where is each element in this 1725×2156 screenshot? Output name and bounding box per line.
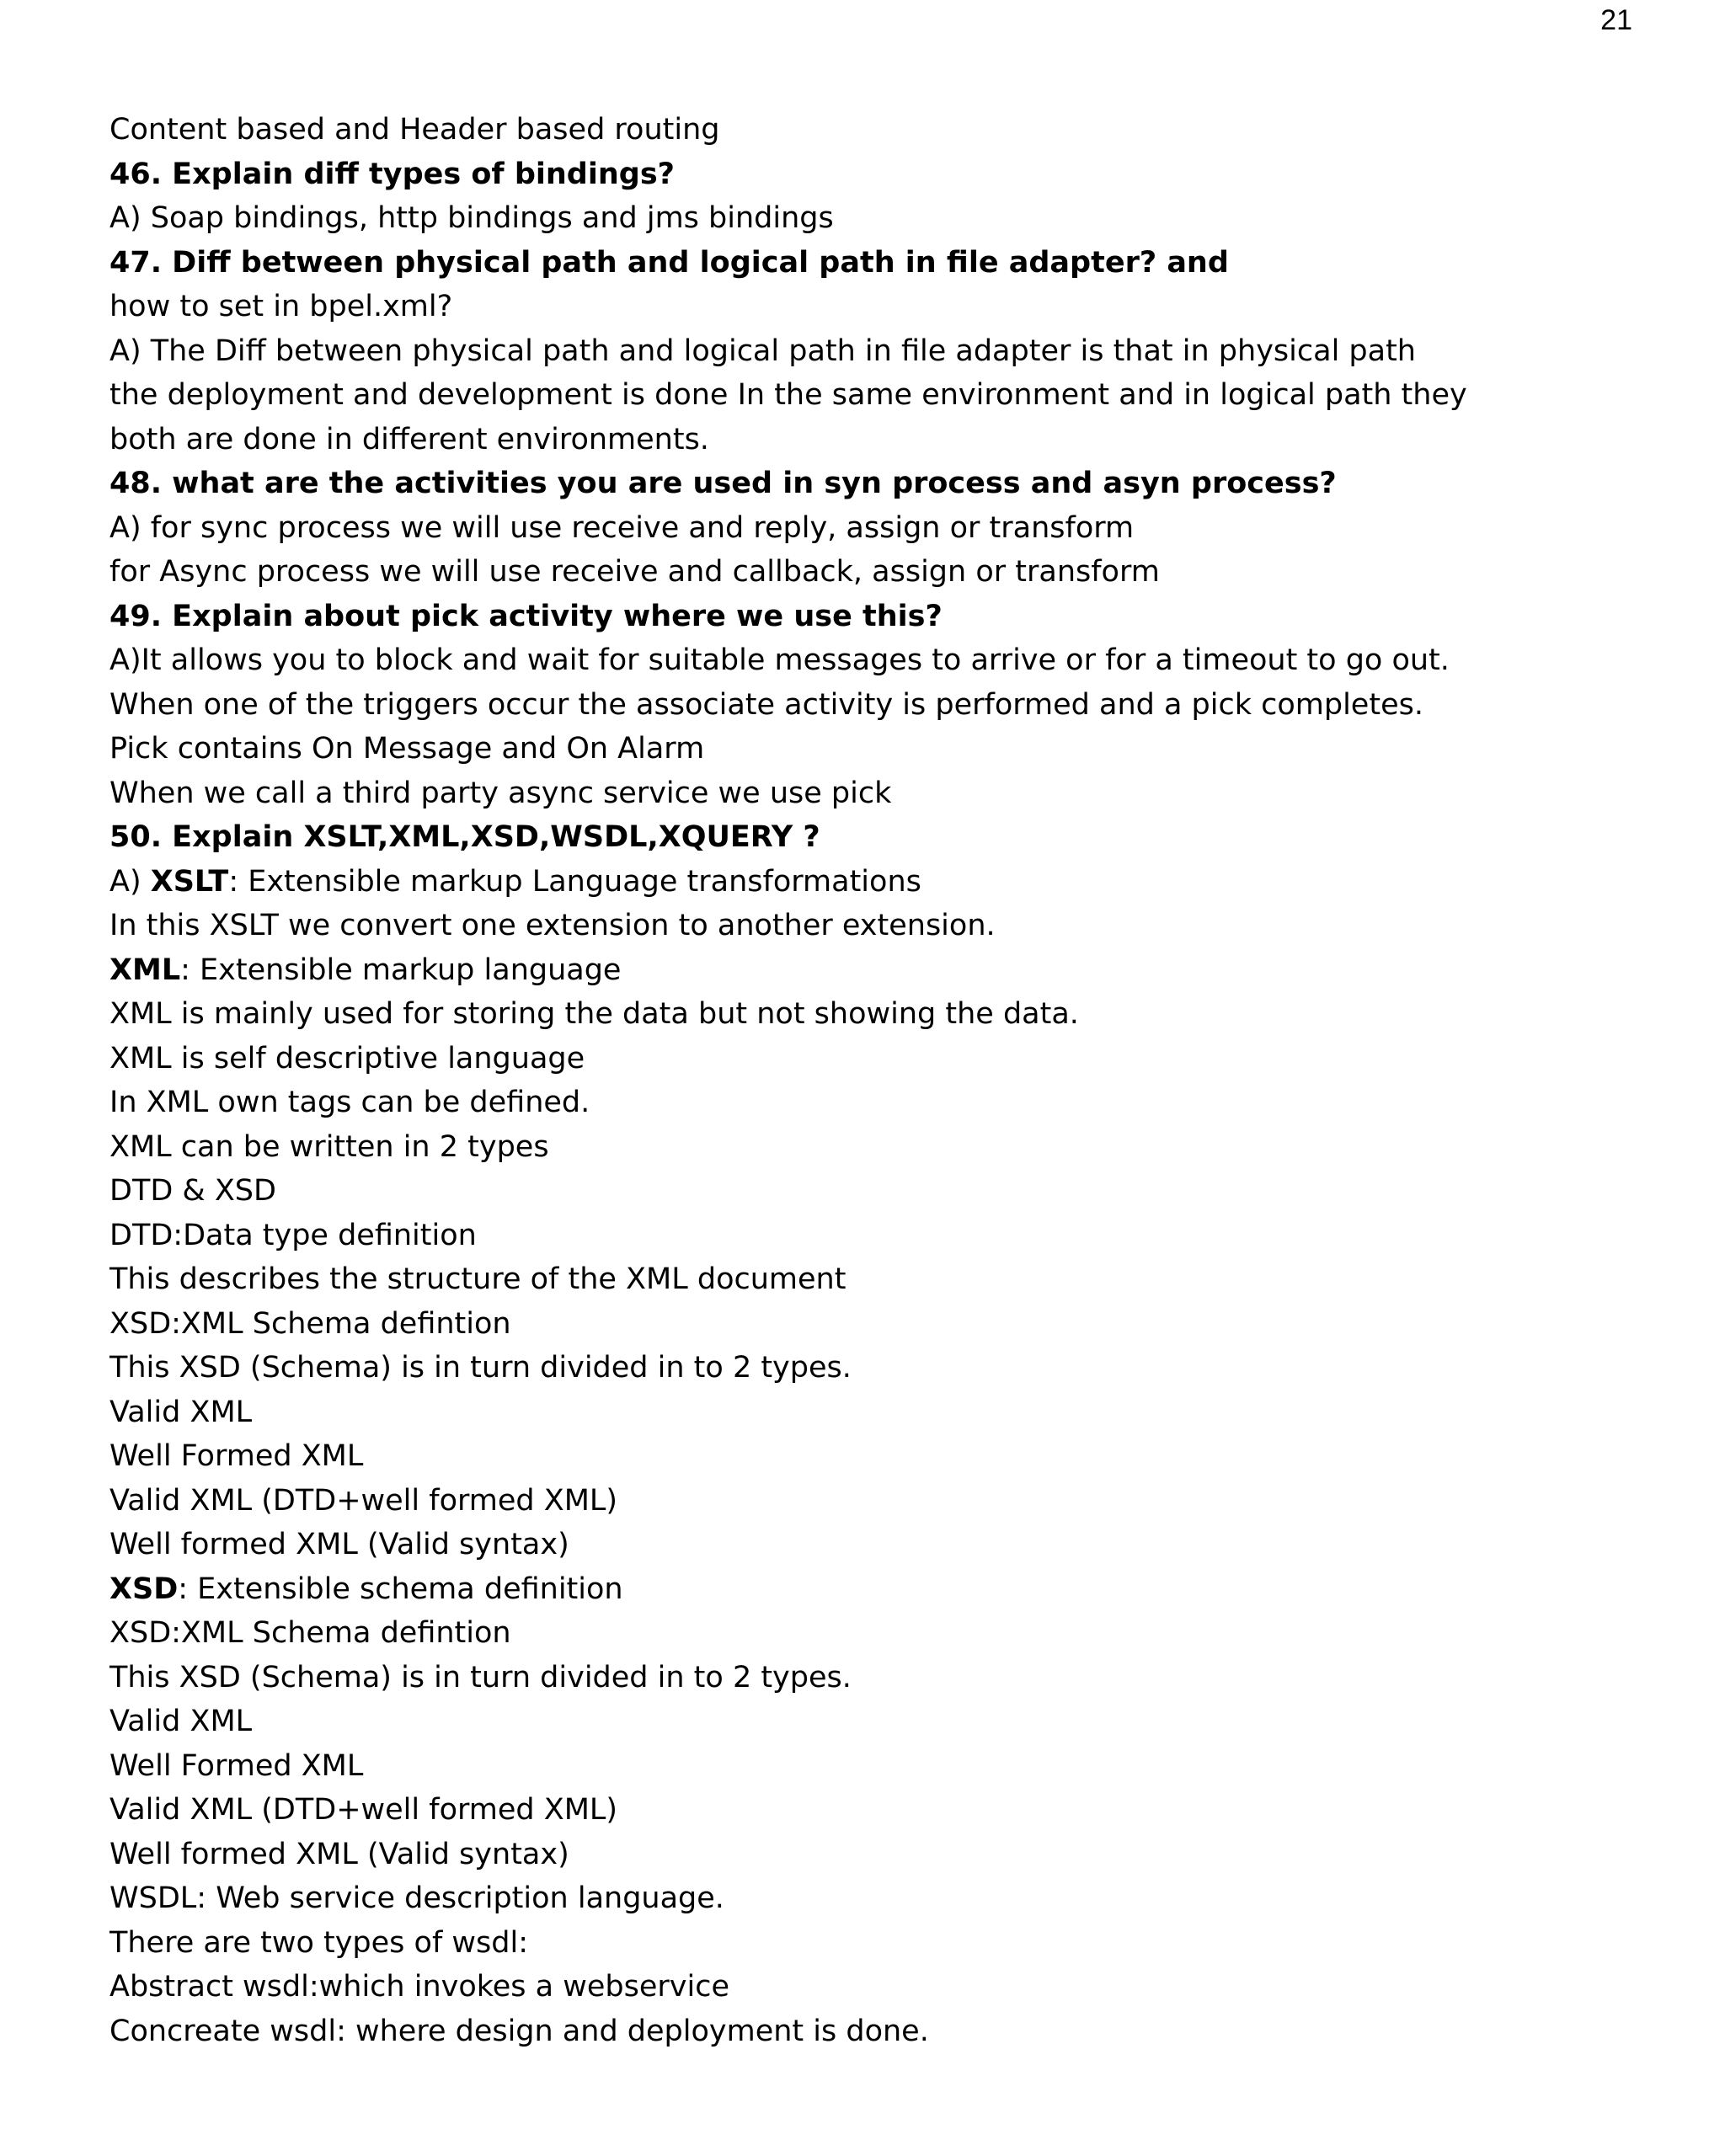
text-line: Well formed XML (Valid syntax) — [109, 1837, 569, 1871]
text-line: XSD:XML Schema defintion — [109, 1616, 511, 1650]
answer-line — [109, 860, 1642, 905]
definition-line — [109, 948, 1642, 993]
text-line: DTD & XSD — [109, 1174, 276, 1208]
text-line: Well Formed XML — [109, 1748, 364, 1783]
question-heading-47: 47. Diff between physical path and logical path in file adapter? and — [109, 245, 1229, 280]
text-line: When we call a third party async service we use pick — [109, 776, 892, 810]
text-line: Concreate wsdl: where design and deployment is done. — [109, 2014, 929, 2048]
question-heading-46: 46. Explain diff types of bindings? — [109, 157, 675, 191]
text-line: XSD:XML Schema defintion — [109, 1306, 511, 1341]
term-definition: : Extensible schema definition — [178, 1572, 623, 1606]
text-line: XML can be written in 2 types — [109, 1129, 549, 1164]
definition-line — [109, 1567, 1642, 1612]
text-line: Valid XML — [109, 1705, 253, 1738]
text-line: XML is mainly used for storing the data but not showing the data. — [109, 997, 1079, 1031]
term-xslt: XSLT — [150, 864, 229, 899]
text-line: This XSD (Schema) is in turn divided in to 2 types. — [109, 1660, 852, 1694]
term-definition: : Extensible markup language — [180, 953, 622, 987]
text-line: There are two types of wsdl: — [109, 1925, 528, 1960]
answer-line: A) for sync process we will use receive and reply, assign or transform — [109, 510, 1135, 545]
text-line: Well formed XML (Valid syntax) — [109, 1528, 569, 1561]
text-line: Valid XML (DTD+well formed XML) — [109, 1483, 618, 1518]
term-definition: : Extensible markup Language transformations — [228, 864, 921, 899]
text-line: WSDL: Web service description language. — [109, 1881, 724, 1915]
text-line: the deployment and development is done In the same environment and in logical path they — [109, 378, 1467, 412]
text-line: Valid XML (DTD+well formed XML) — [109, 1793, 618, 1827]
text-line: how to set in bpel.xml? — [109, 290, 453, 323]
answer-prefix: A) — [109, 864, 151, 899]
question-heading-48: 48. what are the activities you are used in syn process and asyn process? — [109, 467, 1337, 500]
question-heading-49: 49. Explain about pick activity where we use this? — [109, 599, 943, 633]
answer-line: A)It allows you to block and wait for suitable messages to arrive or for a timeout to go out. — [109, 643, 1450, 677]
text-line: Pick contains On Message and On Alarm — [109, 732, 705, 766]
text-line: When one of the triggers occur the associate activity is performed and a pick completes. — [109, 687, 1423, 722]
text-line: This describes the structure of the XML document — [109, 1262, 846, 1296]
answer-line: A) Soap bindings, http bindings and jms bindings — [109, 201, 834, 235]
text-line: XML is self descriptive language — [109, 1041, 585, 1075]
text-line: In this XSLT we convert one extension to another extension. — [109, 909, 996, 942]
page-number: 21 — [1600, 4, 1632, 36]
text-line: for Async process we will use receive and callback, assign or transform — [109, 555, 1160, 589]
term-xml: XML — [109, 953, 181, 987]
text-line: both are done in different environments. — [109, 422, 709, 456]
document-body — [109, 108, 1642, 2053]
text-line: DTD:Data type definition — [109, 1218, 477, 1252]
text-line: Valid XML — [109, 1395, 253, 1429]
question-heading-50: 50. Explain XSLT,XML,XSD,WSDL,XQUERY ? — [109, 820, 820, 854]
text-line: In XML own tags can be defined. — [109, 1086, 590, 1119]
term-xsd: XSD — [109, 1572, 179, 1606]
answer-line: A) The Diff between physical path and logical path in file adapter is that in physical path — [109, 334, 1416, 368]
text-line: Well Formed XML — [109, 1439, 364, 1473]
text-line: Abstract wsdl:which invokes a webservice — [109, 1970, 729, 2004]
text-line: This XSD (Schema) is in turn divided in to 2 types. — [109, 1351, 852, 1385]
text-line: Content based and Header based routing — [109, 113, 720, 147]
